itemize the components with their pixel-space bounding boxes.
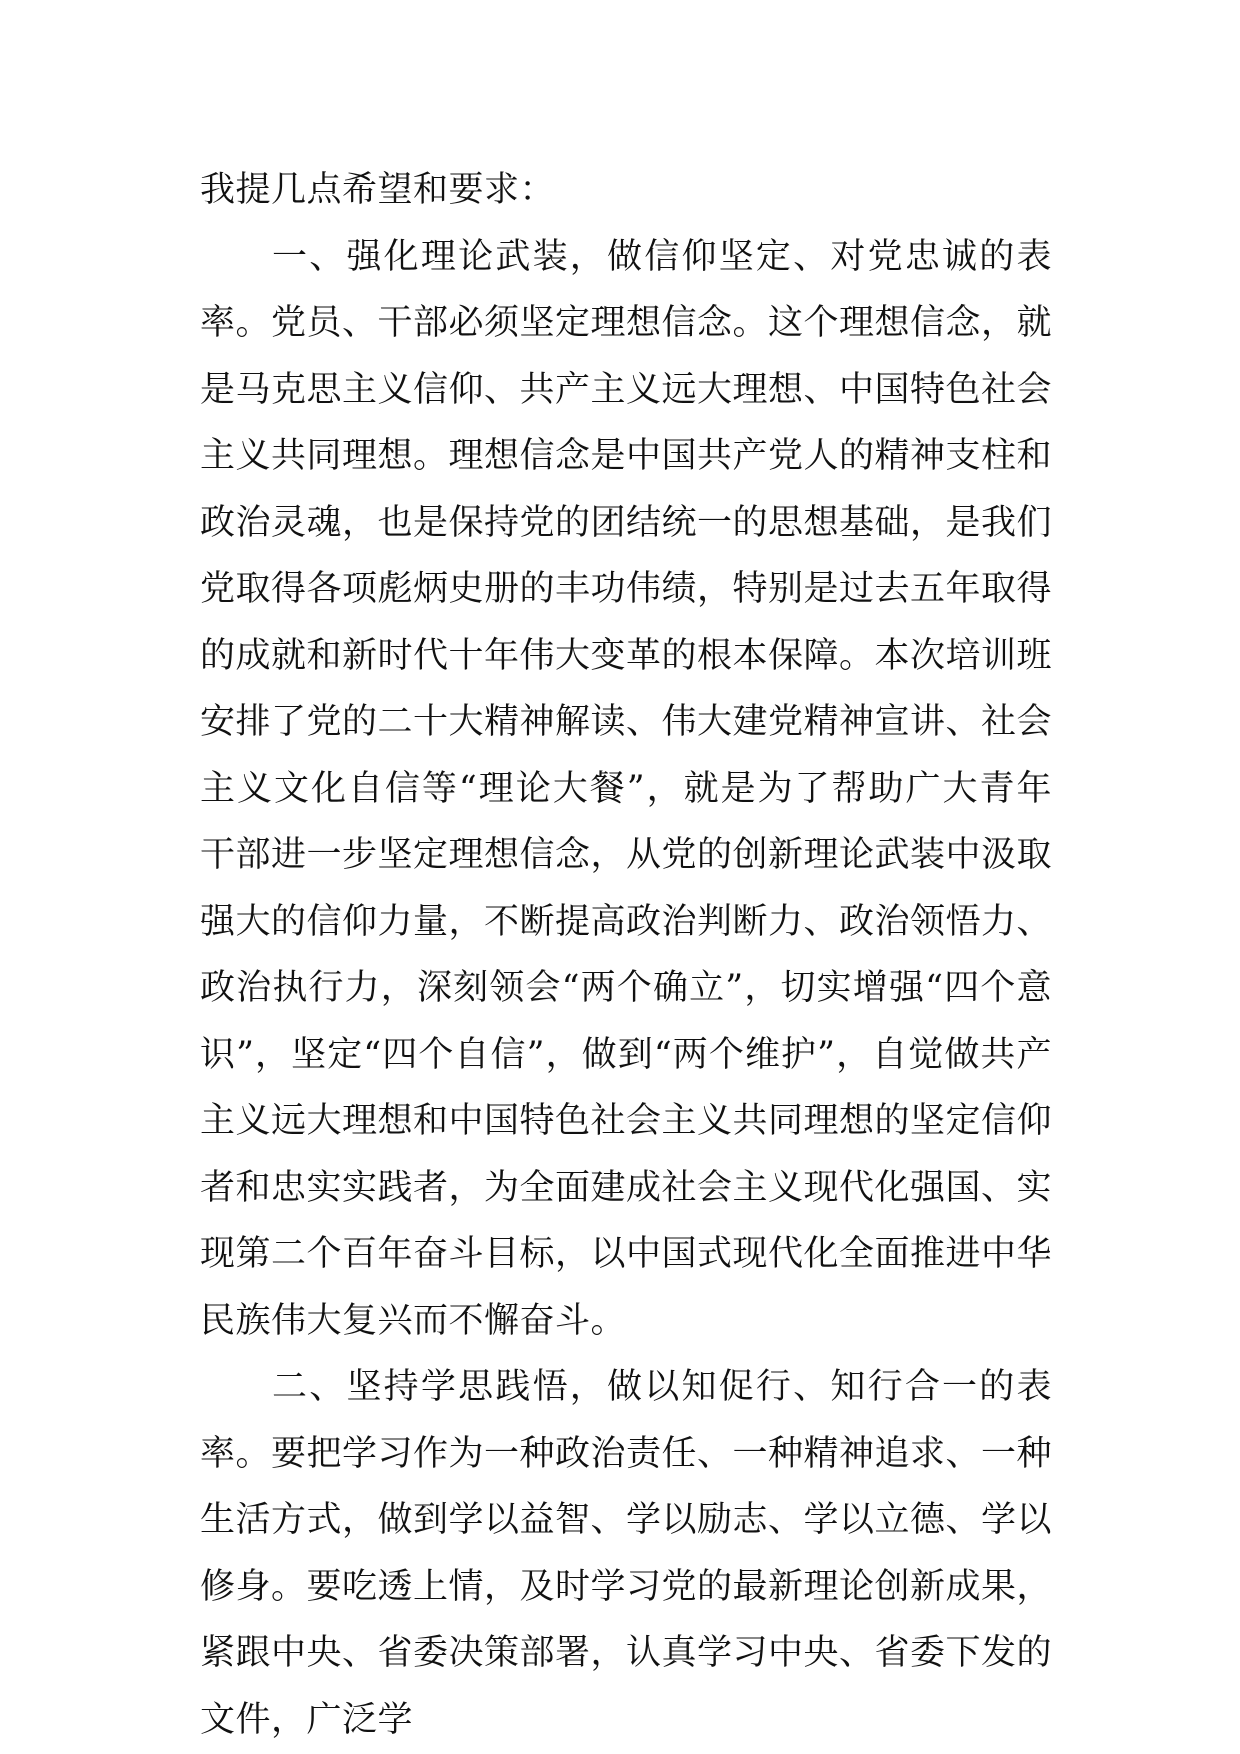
paragraph-two: 二、坚持学思践悟，做以知促行、知行合一的表率。要把学习作为一种政治责任、一种精神追求、一种生活方式，做到学以益智、学以励志、学以立德、学以修身。要吃透上情，及时学习党的最新理论创新成果，紧跟中央、省委决策部署，认真学习中央、省委下发的文件，广泛学 — [200, 1367, 1053, 1740]
document-body — [200, 157, 1052, 1753]
paragraph-one: 一、强化理论武装，做信仰坚定、对党忠诚的表率。党员、干部必须坚定理想信念。这个理想信念，就是马克思主义信仰、共产主义远大理想、中国特色社会主义共同理想。理想信念是中国共产党人的精神支柱和政治灵魂，也是保持党的团结统一的思想基础，是我们党取得各项彪炳史册的丰功伟绩，特别是过去五年取得的成就和新时代十年伟大变革的根本保障。本次培训班安排了党的二十大精神解读、伟大建党精神宣讲、社会主义文化自信等“理论大餐”，就是为了帮助广大青年干部进一步坚定理想信念，从党的创新理论武装中汲取强大的信仰力量，不断提高政治判断力、政治领悟力、政治执行力，深刻领会“两个确立”，切实增强“四个意识”，坚定“四个自信”，做到“两个维护”，自觉做共产主义远大理想和中国特色社会主义共同理想的坚定信仰者和忠实实践者，为全面建成社会主义现代化强国、实现第二个百年奋斗目标，以中国式现代化全面推进中华民族伟大复兴而不懈奋斗。 — [200, 236, 1053, 1341]
paragraph-intro: 我提几点希望和要求： — [200, 170, 556, 210]
